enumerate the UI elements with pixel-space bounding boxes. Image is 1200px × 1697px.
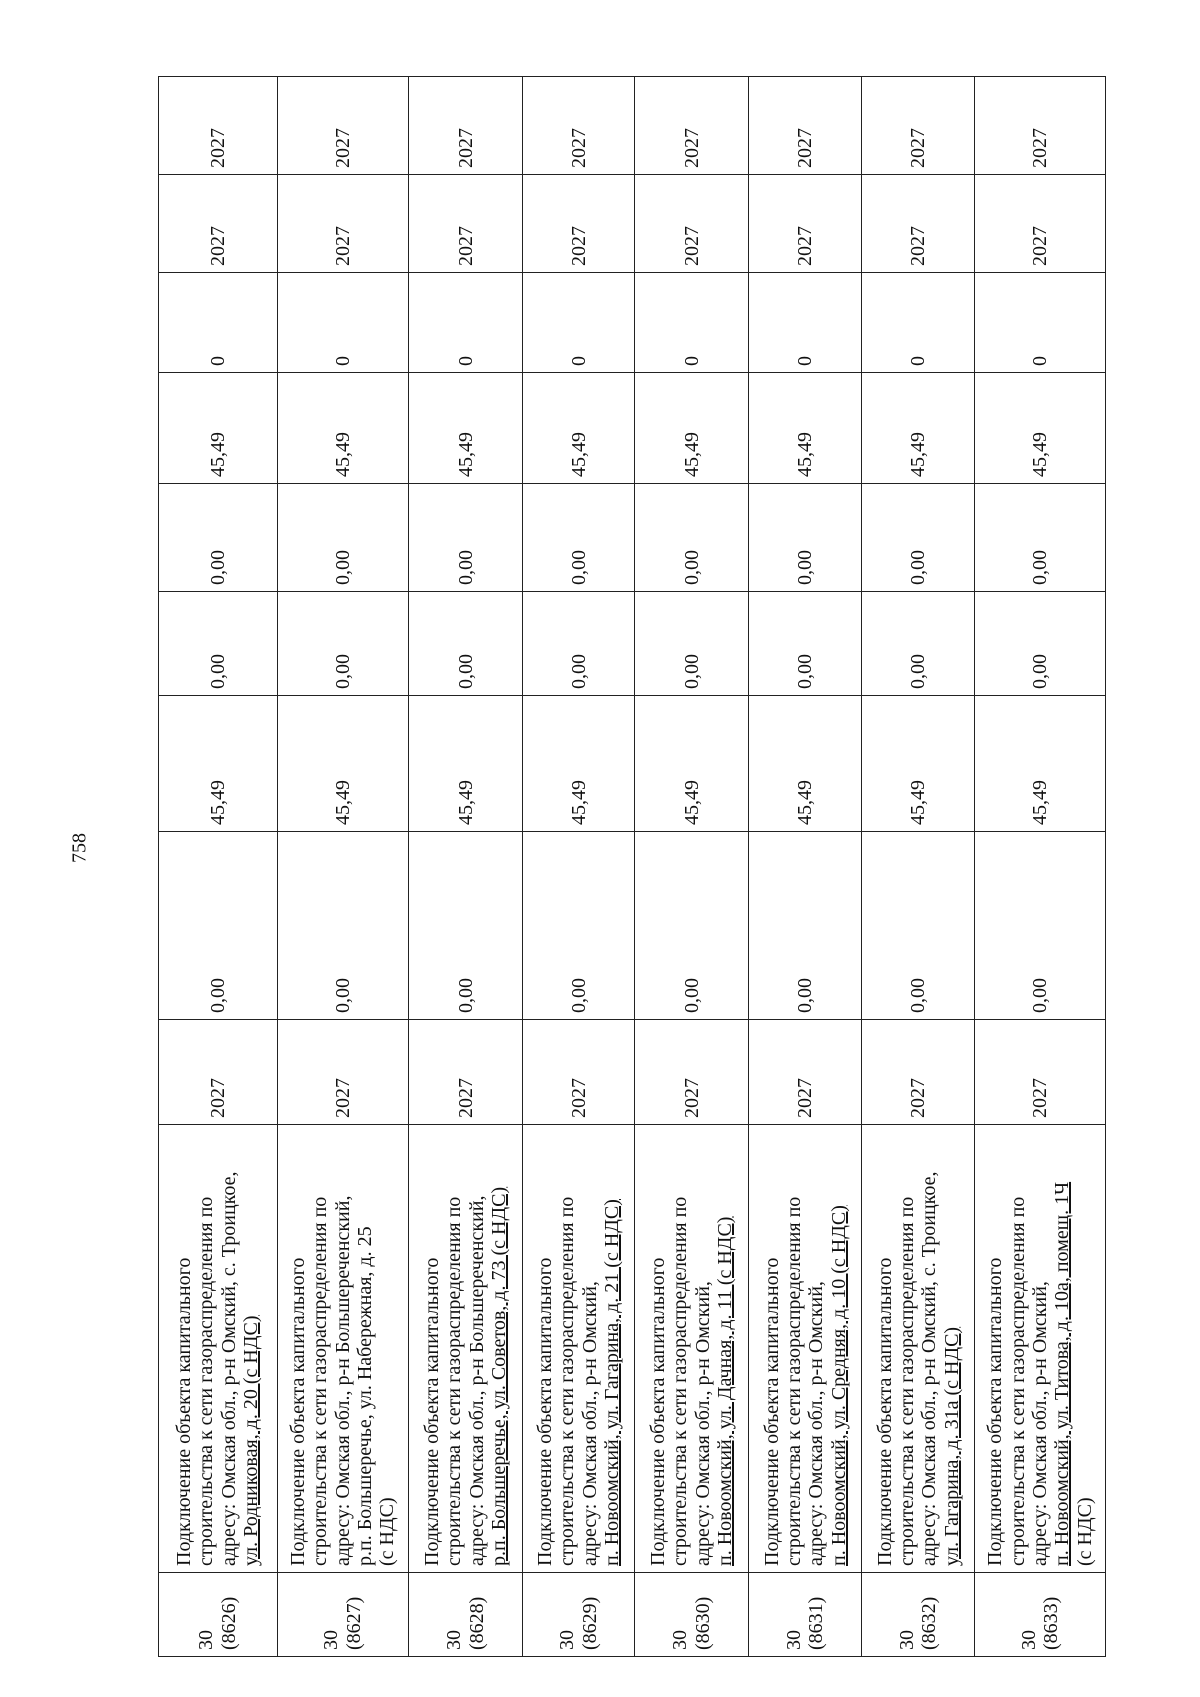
description-line: п. Новоомский, ул. Гагарина, д. 21 (с НДС) — [601, 1199, 624, 1566]
description-line: п. Новоомский, ул. Средняя, д. 10 (с НДС) — [827, 1205, 850, 1566]
value-cell: 45,49 — [975, 696, 1106, 832]
description-line: ул. Гагарина, д. 31а (с НДС) — [940, 1326, 963, 1566]
value-cell: 2027 — [635, 77, 749, 175]
value-cell: 0,00 — [159, 484, 278, 592]
row-id-cell: 30 (8631) — [749, 1573, 862, 1657]
value-cell: 0,00 — [862, 832, 975, 1020]
table-row — [523, 77, 635, 1657]
value-cell: 0,00 — [523, 592, 635, 696]
value-cell: 2027 — [975, 1020, 1106, 1125]
description-line: строительства к сети газораспределения по — [782, 1196, 805, 1566]
value-cell: 2027 — [523, 77, 635, 175]
value-cell: 2027 — [277, 175, 409, 273]
value-cell: 45,49 — [409, 696, 523, 832]
rotated-table-container — [158, 77, 1106, 1657]
value-cell: 45,49 — [159, 373, 278, 484]
description-line: адресу: Омская обл., р-н Омский, с. Троицкое, — [217, 1171, 240, 1566]
description-line: адресу: Омская обл., р-н Большереченский, — [331, 1195, 354, 1566]
row-description-cell — [635, 1125, 749, 1573]
value-cell: 45,49 — [862, 696, 975, 832]
value-cell: 45,49 — [635, 373, 749, 484]
row-id-cell: 30 (8626) — [159, 1573, 278, 1657]
page-number: 758 — [68, 833, 91, 863]
value-cell: 0,00 — [975, 484, 1106, 592]
table-row — [975, 77, 1106, 1657]
value-cell: 2027 — [159, 77, 278, 175]
value-cell: 45,49 — [523, 696, 635, 832]
description-line: ул. Родниковая, д. 20 (с НДС) — [240, 1315, 263, 1566]
value-cell: 2027 — [975, 175, 1106, 273]
value-cell: 45,49 — [523, 373, 635, 484]
value-cell: 0,00 — [975, 832, 1106, 1020]
investment-table — [158, 76, 1106, 1657]
description-line: Подключение объекта капитального — [172, 1257, 195, 1566]
description-line: (с НДС) — [1073, 1497, 1096, 1566]
table-row — [277, 77, 409, 1657]
value-cell: 2027 — [635, 1020, 749, 1125]
value-cell: 0,00 — [975, 592, 1106, 696]
row-description-cell — [975, 1125, 1106, 1573]
table-row — [159, 77, 278, 1657]
value-cell: 45,49 — [159, 696, 278, 832]
value-cell: 0,00 — [635, 592, 749, 696]
description-line: Подключение объекта капитального — [533, 1257, 556, 1566]
value-cell: 45,49 — [749, 373, 862, 484]
value-cell: 0 — [749, 273, 862, 373]
table-row — [635, 77, 749, 1657]
value-cell: 45,49 — [409, 373, 523, 484]
table-row — [862, 77, 975, 1657]
value-cell: 2027 — [862, 1020, 975, 1125]
row-id-cell: 30 (8630) — [635, 1573, 749, 1657]
row-description-cell — [862, 1125, 975, 1573]
row-description-cell — [749, 1125, 862, 1573]
description-line: адресу: Омская обл., р-н Омский, — [578, 1281, 601, 1566]
value-cell: 0,00 — [523, 484, 635, 592]
description-line: строительства к сети газораспределения по — [896, 1196, 919, 1566]
description-line: Подключение объекта капитального — [647, 1257, 670, 1566]
table-row — [749, 77, 862, 1657]
value-cell: 0 — [975, 273, 1106, 373]
value-cell: 45,49 — [975, 373, 1106, 484]
value-cell: 2027 — [409, 1020, 523, 1125]
value-cell: 0,00 — [159, 592, 278, 696]
value-cell: 45,49 — [277, 696, 409, 832]
description-line: строительства к сети газораспределения по — [309, 1196, 332, 1566]
value-cell: 0,00 — [409, 484, 523, 592]
row-id-cell: 30 (8628) — [409, 1573, 523, 1657]
description-line: р.п. Большеречье, ул. Советов, д. 73 (с НДС) — [488, 1186, 511, 1566]
description-line: Подключение объекта капитального — [760, 1257, 783, 1566]
value-cell: 0 — [635, 273, 749, 373]
value-cell: 0 — [862, 273, 975, 373]
value-cell: 2027 — [523, 175, 635, 273]
description-line: адресу: Омская обл., р-н Омский, — [1029, 1281, 1052, 1566]
value-cell: 0 — [523, 273, 635, 373]
value-cell: 0,00 — [635, 484, 749, 592]
value-cell: 0,00 — [277, 592, 409, 696]
value-cell: 2027 — [159, 175, 278, 273]
description-line: строительства к сети газораспределения по — [195, 1196, 218, 1566]
value-cell: 2027 — [159, 1020, 278, 1125]
description-line: (с НДС) — [376, 1497, 399, 1566]
value-cell: 2027 — [277, 77, 409, 175]
value-cell: 0,00 — [862, 592, 975, 696]
description-line: Подключение объекта капитального — [286, 1257, 309, 1566]
value-cell: 0,00 — [523, 832, 635, 1020]
row-description-cell — [409, 1125, 523, 1573]
value-cell: 0,00 — [277, 484, 409, 592]
table-row — [409, 77, 523, 1657]
description-line: строительства к сети газораспределения по — [1006, 1196, 1029, 1566]
row-description-cell — [277, 1125, 409, 1573]
description-line: строительства к сети газораспределения по — [443, 1196, 466, 1566]
value-cell: 2027 — [975, 77, 1106, 175]
value-cell: 2027 — [749, 175, 862, 273]
value-cell: 2027 — [862, 175, 975, 273]
description-line: строительства к сети газораспределения по — [556, 1196, 579, 1566]
value-cell: 2027 — [749, 1020, 862, 1125]
value-cell: 0,00 — [749, 832, 862, 1020]
value-cell: 0,00 — [409, 592, 523, 696]
row-id-cell: 30 (8632) — [862, 1573, 975, 1657]
value-cell: 0 — [277, 273, 409, 373]
value-cell: 2027 — [277, 1020, 409, 1125]
row-id-cell: 30 (8627) — [277, 1573, 409, 1657]
value-cell: 2027 — [409, 175, 523, 273]
row-id-cell: 30 (8629) — [523, 1573, 635, 1657]
value-cell: 2027 — [523, 1020, 635, 1125]
description-line: п. Новоомский, ул. Дачная, д. 11 (с НДС) — [714, 1216, 737, 1566]
table-body — [159, 77, 1106, 1657]
description-line: Подключение объекта капитального — [420, 1257, 443, 1566]
row-description-cell — [523, 1125, 635, 1573]
value-cell: 2027 — [862, 77, 975, 175]
value-cell: 0,00 — [749, 592, 862, 696]
value-cell: 0,00 — [159, 832, 278, 1020]
description-line: адресу: Омская обл., р-н Омский, — [805, 1281, 828, 1566]
description-line: адресу: Омская обл., р-н Омский, с. Троицкое, — [918, 1171, 941, 1566]
value-cell: 0 — [409, 273, 523, 373]
value-cell: 2027 — [635, 175, 749, 273]
value-cell: 0,00 — [409, 832, 523, 1020]
value-cell: 0,00 — [277, 832, 409, 1020]
value-cell: 45,49 — [277, 373, 409, 484]
description-line: Подключение объекта капитального — [873, 1257, 896, 1566]
value-cell: 45,49 — [749, 696, 862, 832]
row-description-cell — [159, 1125, 278, 1573]
value-cell: 0,00 — [749, 484, 862, 592]
value-cell: 45,49 — [635, 696, 749, 832]
row-id-cell: 30 (8633) — [975, 1573, 1106, 1657]
value-cell: 0 — [159, 273, 278, 373]
value-cell: 2027 — [409, 77, 523, 175]
description-line: строительства к сети газораспределения по — [669, 1196, 692, 1566]
value-cell: 45,49 — [862, 373, 975, 484]
description-line: адресу: Омская обл., р-н Большереченский, — [465, 1195, 488, 1566]
description-line: п. Новоомский, ул. Титова, д. 10а, помещ. 1Ч — [1051, 1181, 1074, 1566]
description-line: р.п. Большеречье, ул. Набережная, д. 25 — [354, 1226, 377, 1566]
value-cell: 0,00 — [862, 484, 975, 592]
value-cell: 0,00 — [635, 832, 749, 1020]
description-line: Подключение объекта капитального — [984, 1257, 1007, 1566]
value-cell: 2027 — [749, 77, 862, 175]
description-line: адресу: Омская обл., р-н Омский, — [691, 1281, 714, 1566]
